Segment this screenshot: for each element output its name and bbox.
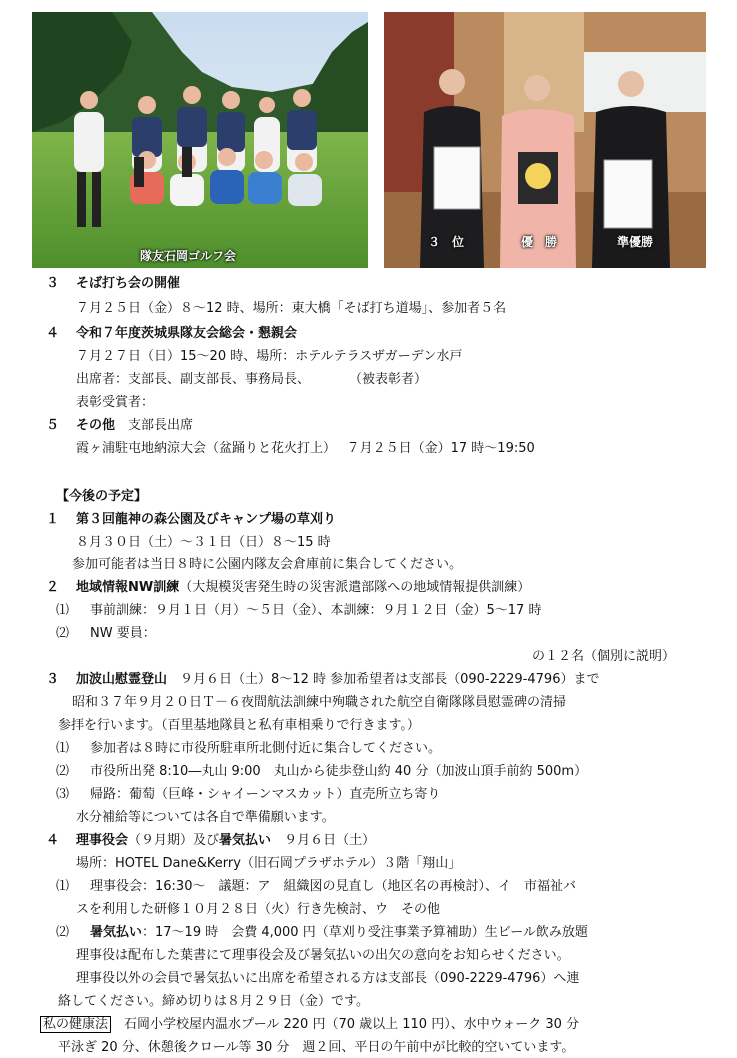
future-2-paren: （大規模災害発生時の災害派遣部隊への地域情報提供訓練） (179, 580, 531, 595)
golf-group-photo (32, 12, 368, 268)
section-3-title: そば打ち会の開催 (76, 276, 181, 291)
future-4-item2-text: ：17～19 時 会費 4,000 円（草刈り受注事業予算補助）生ビール飲み放題 (142, 925, 588, 940)
section-3-number: ３ (46, 276, 60, 291)
future-4-item2b: 理事役は配布した葉書にて理事役会及び暑気払いの出欠の意向をお知らせください。 (76, 948, 570, 963)
future-4-date: ９月６日（土） (284, 833, 376, 848)
future-4-place: 場所：HOTEL Dane&Kerry（旧石岡プラザホテル）３階「翔山」 (76, 856, 462, 871)
award-winners-photo (384, 12, 706, 268)
golf-caption: 隊友石岡ゴルフ会 (140, 249, 237, 263)
future-3-item1: 参加者は８時に市役所駐車所北側付近に集合してください。 (90, 741, 442, 756)
future-3-item2: 市役所出発 8:10―丸山 9:00 丸山から徒歩登山約 40 分（加波山頂手前約 500m） (90, 764, 588, 779)
future-3-item1-mark: ⑴ (56, 741, 70, 756)
health-text1: 石岡小学校屋内温水プール 220 円（70 歳以上 110 円）、水中ウォーク 30 分 (124, 1017, 579, 1032)
future-2-number: ２ (46, 580, 60, 595)
future-3-head (76, 670, 599, 690)
section-5-detail: 霞ヶ浦駐屯地納涼大会（盆踊りと花火打上） ７月２５日（金）17 時～19:50 (76, 441, 535, 456)
future-3-title: 加波山慰霊登山 (76, 672, 168, 687)
section-4-detail: ７月２７日（日）15～20 時、場所：ホテルテラスザガーデン水戸 (76, 349, 463, 364)
future-4-head (76, 831, 375, 851)
future-1-title: 第３回龍神の森公園及びキャンプ場の草刈り (76, 512, 337, 527)
future-2-item2-mark: ⑵ (56, 626, 70, 641)
future-4-item2 (90, 923, 588, 943)
future-4-item2c: 理事役以外の会員で暑気払いに出席を希望される方は支部長（090-2229-4796）へ連 (76, 971, 580, 986)
future-4-item2d: 絡してください。締め切りは８月２９日（金）です。 (58, 994, 369, 1009)
future-1-date: ８月３０日（土）～３１日（日）８～15 時 (76, 535, 331, 550)
future-1-number: １ (46, 512, 60, 527)
future-2-item2-tail: の１２名（個別に説明） (532, 649, 676, 664)
future-3-line1: 昭和３７年９月２０日Ｔ－６夜間航法訓練中殉職された航空自衛隊隊員慰霊碑の清掃 (72, 695, 567, 710)
caption-runner-up: 準優勝 (617, 235, 654, 249)
future-2-item1: 事前訓練：９月１日（月）～５日（金）、本訓練：９月１２日（金）5～17 時 (90, 603, 542, 618)
future-2-title: 地域情報NW訓練 (76, 580, 180, 595)
section-5-title-line (76, 416, 193, 436)
section-3-detail: ７月２５日（金）８～12 時、場所：東大橋「そば打ち道場」、参加者５名 (76, 301, 507, 316)
future-3-item3b: 水分補給等については各自で準備願います。 (76, 810, 335, 825)
section-5-subtitle: 支部長出席 (128, 418, 194, 433)
future-4-title-a: 理事役会 (76, 833, 129, 848)
future-heading: 【今後の予定】 (56, 489, 148, 504)
future-3-item3: 帰路：葡萄（巨峰・シャイーンマスカット）直売所立ち寄り (90, 787, 441, 802)
future-4-title-b: （９月期）及び (128, 833, 220, 848)
future-4-item1: 理事役会：16:30～ 議題：ア 組織図の見直し（地区名の再検討）、イ 市福祉バ (90, 879, 576, 894)
future-3-head-rest: ９月６日（土）8～12 時 参加希望者は支部長（090-2229-4796）まで (180, 672, 600, 687)
health-line2: 平泳ぎ 20 分、休憩後クロール等 30 分 週２回、平日の午前中が比較的空いています。 (58, 1040, 575, 1055)
future-4-number: ４ (46, 833, 60, 848)
future-2-title-line (76, 578, 530, 598)
future-4-item2-label: 暑気払い (90, 925, 143, 940)
future-3-line2: 参拝を行います。（百里基地隊員と私有車相乗りで行きます。） (58, 718, 420, 733)
future-3-item3-mark: ⑶ (56, 787, 70, 802)
future-2-item1-mark: ⑴ (56, 603, 70, 618)
section-4-number: ４ (46, 326, 60, 341)
section-5-title: その他 (76, 418, 116, 433)
section-4-title: 令和７年度茨城県隊友会総会・懇親会 (76, 326, 298, 341)
health-label: 私の健康法 (40, 1016, 111, 1033)
health-line1 (40, 1015, 579, 1035)
future-4-item1b: スを利用した研修１０月２８日（火）行き先検討、ウ その他 (76, 902, 441, 917)
section-4-awardees: 表彰受賞者： (76, 395, 155, 410)
future-1-note: 参加可能者は当日８時に公園内隊友会倉庫前に集合してください。 (72, 557, 463, 572)
future-4-item1-mark: ⑴ (56, 879, 70, 894)
section-5-number: ５ (46, 418, 60, 433)
future-3-number: ３ (46, 672, 60, 687)
caption-third: ３ 位 (428, 235, 465, 249)
section-4-attendees: 出席者：支部長、副支部長、事務局長、 （被表彰者） (76, 372, 428, 387)
caption-winner: 優 勝 (521, 235, 558, 249)
future-4-title-c: 暑気払い (219, 833, 272, 848)
future-3-item2-mark: ⑵ (56, 764, 70, 779)
future-2-item2: NW 要員： (90, 626, 156, 641)
future-4-item2-mark: ⑵ (56, 925, 70, 940)
